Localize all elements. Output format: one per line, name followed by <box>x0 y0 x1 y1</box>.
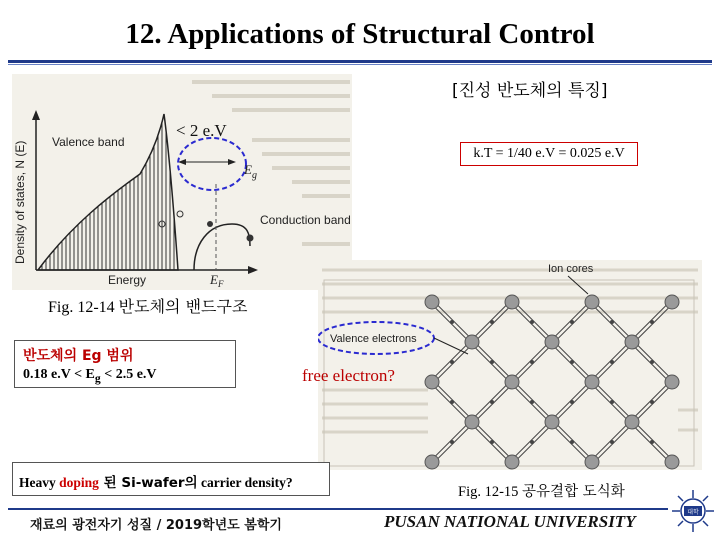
svg-text:대학: 대학 <box>687 509 699 516</box>
valence-electron <box>450 440 454 444</box>
title-rule <box>8 60 712 63</box>
hole-dot <box>177 211 183 217</box>
eg-range-box <box>14 340 236 388</box>
fig-caption-text: 반도체의 밴드구조 <box>118 297 248 316</box>
valence-electron <box>610 360 614 364</box>
ion-core <box>665 295 679 309</box>
valence-electron <box>570 400 574 404</box>
gap-annotation: < 2 e.V <box>176 121 227 140</box>
heavy-doping-word: doping <box>59 475 99 490</box>
ion-core <box>625 415 639 429</box>
page-title: 12. Applications of Structural Control <box>125 18 595 50</box>
valence-electron <box>650 360 654 364</box>
gap-highlight-ellipse <box>178 138 246 190</box>
university-logo-icon <box>670 488 716 534</box>
heavy-mid: 된 Si-wafer <box>98 475 185 491</box>
footer-rule <box>8 508 668 510</box>
y-axis-arrow <box>32 110 40 120</box>
valence-electron <box>490 400 494 404</box>
valence-electron <box>530 440 534 444</box>
free-electron-question: free electron? <box>302 366 395 385</box>
valence-electron <box>610 400 614 404</box>
lattice-atoms <box>425 295 679 469</box>
valence-electron <box>490 360 494 364</box>
conduction-band-label: Conduction band <box>260 213 351 227</box>
x-axis-arrow <box>248 266 258 274</box>
valence-electrons-label: Valence electrons <box>330 333 417 345</box>
thermal-energy-note: k.T = 1/40 e.V = 0.025 e.V <box>460 142 638 166</box>
valence-electron <box>570 440 574 444</box>
characteristics-heading: [진성 반도체의 특징] <box>452 81 608 101</box>
ion-core <box>425 375 439 389</box>
heavy-mid2: 의 <box>184 475 198 491</box>
ion-core <box>465 415 479 429</box>
valence-electron <box>610 440 614 444</box>
ion-core <box>505 295 519 309</box>
ion-core <box>465 335 479 349</box>
valence-electron <box>570 320 574 324</box>
eg-range-left: 0.18 e.V < E <box>23 367 95 382</box>
fig-12-15-caption <box>458 480 625 501</box>
ion-core <box>505 455 519 469</box>
eg-sub: g <box>251 170 257 181</box>
electron-dot <box>207 221 213 227</box>
fig-caption-text: 공유결합 도식화 <box>522 484 625 500</box>
heavy-suffix: carrier density? <box>197 475 293 490</box>
ion-core <box>425 295 439 309</box>
footer-course: 재료의 광전자기 성질 / 2019학년도 봄학기 <box>30 518 282 533</box>
valence-electron <box>650 400 654 404</box>
valence-electron <box>530 320 534 324</box>
valence-electron <box>450 400 454 404</box>
lattice-bonds <box>430 302 675 462</box>
ion-cores-label: Ion cores <box>548 263 594 275</box>
y-axis-label: Density of states, N (E) <box>13 140 27 264</box>
fig-12-14-caption <box>48 294 247 317</box>
ef-label: E <box>210 272 218 287</box>
eg-range-expression <box>23 367 157 385</box>
ion-core <box>425 455 439 469</box>
svg-text:EF <box>209 272 224 289</box>
svg-text:Eg <box>243 162 257 181</box>
ion-core <box>665 455 679 469</box>
valence-electron <box>490 320 494 324</box>
eg-range-sub: g <box>94 371 101 385</box>
background-text-lines <box>322 270 698 432</box>
valence-band-label: Valence band <box>52 135 125 149</box>
energy-axis-label: Energy <box>108 273 147 287</box>
eg-range-title: 반도체의 Eg 범위 <box>23 348 134 364</box>
ion-core <box>585 455 599 469</box>
ion-core <box>505 375 519 389</box>
valence-electron <box>490 440 494 444</box>
fig-number: Fig. 12-15 <box>458 484 519 500</box>
covalent-bond-figure <box>318 260 702 470</box>
ef-sub: F <box>217 279 224 289</box>
valence-electron <box>530 400 534 404</box>
valence-electron <box>650 440 654 444</box>
conduction-band-curve <box>194 224 250 270</box>
ion-core <box>665 375 679 389</box>
heavy-doping-question <box>12 462 330 496</box>
footer-university: PUSAN NATIONAL UNIVERSITY <box>384 512 636 531</box>
valence-electron <box>570 360 574 364</box>
fig-number: Fig. 12-14 <box>48 299 115 316</box>
eg-label: E <box>244 162 252 177</box>
band-structure-figure <box>12 74 352 290</box>
valence-electron <box>450 320 454 324</box>
ion-core <box>585 295 599 309</box>
ion-core <box>585 375 599 389</box>
valence-electron <box>450 360 454 364</box>
eg-range-right: < 2.5 e.V <box>100 367 157 382</box>
valence-electron <box>530 360 534 364</box>
title-rule-thin <box>8 64 712 65</box>
ion-core <box>625 335 639 349</box>
electron-dot <box>247 235 254 242</box>
ion-core <box>545 335 559 349</box>
valence-electrons-pointer <box>434 338 468 354</box>
valence-electron <box>610 320 614 324</box>
valence-electron <box>650 320 654 324</box>
ion-core <box>545 415 559 429</box>
heavy-prefix: Heavy <box>19 475 60 490</box>
